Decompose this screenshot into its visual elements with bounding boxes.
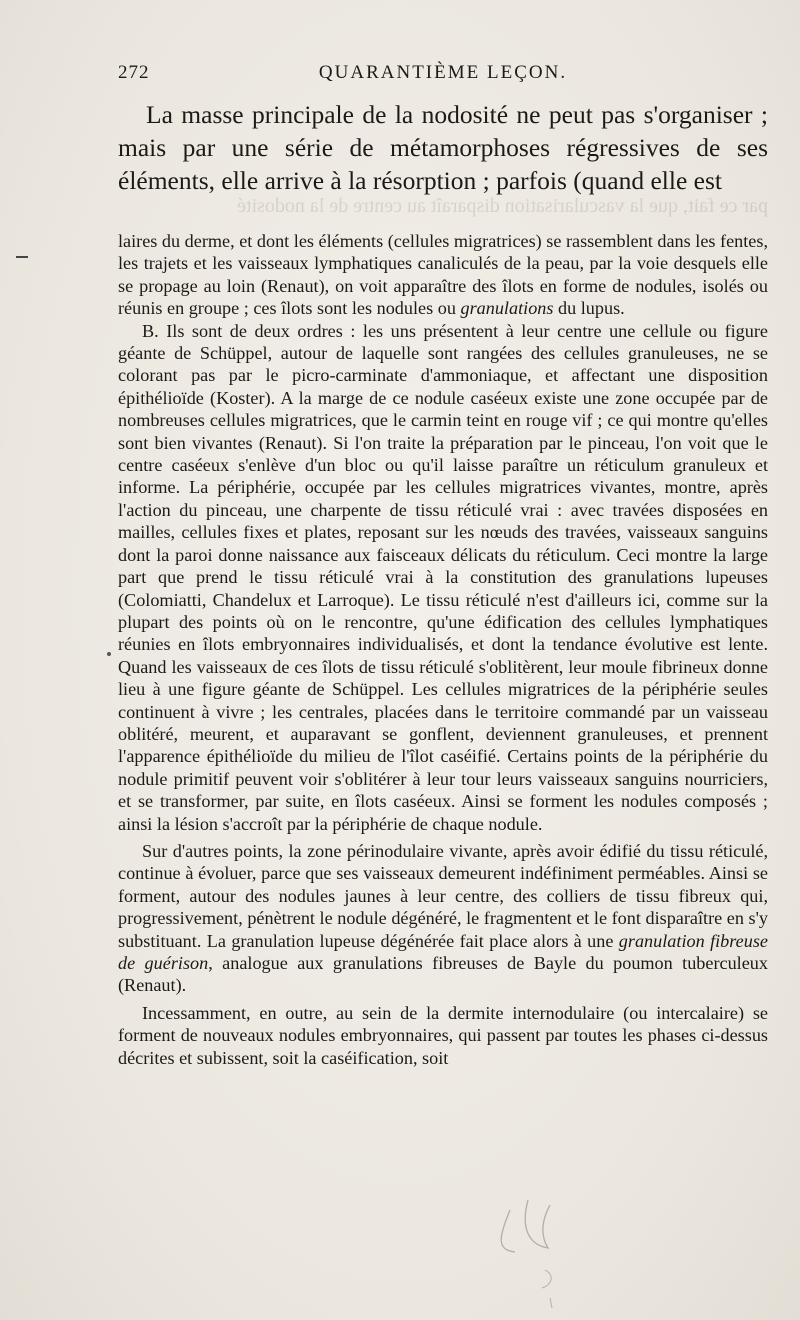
lead-paragraph: La masse principale de la nodosité ne peut pas s'organiser ; mais par une série de métamorphoses régressives de ses éléments, elle arrive à la résorption ; parfois (quand elle est xyxy=(118,100,768,195)
text-run: Sur d'autres points, la zone périnodulaire vivante, après avoir édifié du tissu réticulé, continue à évoluer, parce que ses vaisseaux demeurent indéfiniment perméables. Ainsi se forment, autour des nodules jaunes à leur centre, des colliers de tissu fibreux qui, progressivement, pénètrent le nodule dégénéré, le fragmentent et le font disparaître en s'y substituant. La granulation lupeuse dégénérée fait place alors à une xyxy=(118,840,768,951)
text-run: , analogue aux granulations fibreuses de Bayle du poumon tuberculeux (Renaut). xyxy=(118,953,768,996)
text-run: laires du derme, et dont les éléments (cellules migratrices) se rassemblent dans les fentes, les trajets et les vaisseaux lymphatiques canaliculés de la peau, par la voie desquels elle se propage au loin (Renaut), on voit apparaître des îlots en forme de nodules, isolés ou réunis en groupe ; ces îlots sont les nodules ou xyxy=(118,231,768,319)
running-header xyxy=(118,62,768,90)
paragraph-b-nodules xyxy=(118,320,768,835)
paragraph-continuation xyxy=(118,230,768,320)
margin-dot-mark xyxy=(107,652,111,656)
pencil-scribble xyxy=(470,1190,610,1310)
paragraph-internodular xyxy=(118,1002,768,1069)
italic-term: granulation fibreuse de guérison xyxy=(118,930,768,973)
body-text xyxy=(118,230,768,1069)
margin-dash-mark xyxy=(16,256,28,258)
text-run: B. Ils sont de deux ordres : les uns présentent à leur centre une cellule ou figure géante de Schüppel, autour de laquelle sont rangées des cellules granuleuses, ne se colorant pas par le picro-carminate d'ammoniaque, et affectant une disposition épithélioïde (Koster). A la marge de ce nodule caséeux existe une zone occupée par de nombreuses cellules migratrices, que le carmin teint en rouge vif ; ce qui montre qu'elles sont bien vivantes (Renaut). Si l'on traite la préparation par le pinceau, l'on voit que le centre caséeux s'enlève d'un bloc ou qu'il laisse paraître un réticulum granuleux et informe. La périphérie, occupée par les cellules migratrices vivantes, montre, après l'action du pinceau, une charpente de tissu réticulé vrai : avec travées disposées en mailles, cellules fixes et plates, reposant sur les nœuds des travées, vaisseaux sanguins dont la paroi donne naissance aux faisceaux délicats du réticulum. Ceci montre la large part que prend le tissu réticulé vrai à la constitution des granulations lupeuses (Colomiatti, Chandelux et Larroque). Le tissu réticulé n'est d'ailleurs ici, comme sur la plupart des points où on le rencontre, qu'une édification des cellules lymphatiques réunies en îlots embryonnaires individualisés, et dont la tendance évolutive est lente. Quand les vaisseaux de ces îlots de tissu réticulé s'oblitèrent, leur moule fibrineux donne lieu à une figure géante de Schüppel. Les cellules migratrices de la périphérie seules continuent à vivre ; les centrales, placées dans le territoire commandé par un vaisseau oblitéré, meurent, et auparavant se gonflent, deviennent granuleuses, et prennent l'apparence épithélioïde du milieu de l'îlot caséifié. Certains points de la périphérie du nodule primitif peuvent voir s'oblitérer à leur tour leurs vaisseaux sanguins nourriciers, et se transformer, par suite, en îlots caséeux. Ainsi se forment les nodules composés ; ainsi la lésion s'accroît par la périphérie de chaque nodule. xyxy=(118,320,768,834)
text-run: Incessamment, en outre, au sein de la dermite internodulaire (ou intercalaire) se forment de nouveaux nodules embryonnaires, qui passent par toutes les phases ci-dessus décrites et subissent, soit la caséification, soit xyxy=(118,1002,768,1068)
running-title: QUARANTIÈME LEÇON. xyxy=(318,62,568,83)
lead-paragraph-block xyxy=(118,98,768,197)
page-number: 272 xyxy=(118,62,150,83)
show-through-text: par ce fait, que la vascularisation disparaît au centre de la nodosité xyxy=(237,195,768,217)
text-run: du lupus. xyxy=(553,298,625,319)
italic-term: granulations xyxy=(460,298,554,319)
paragraph-perinodular-zone xyxy=(118,840,768,997)
